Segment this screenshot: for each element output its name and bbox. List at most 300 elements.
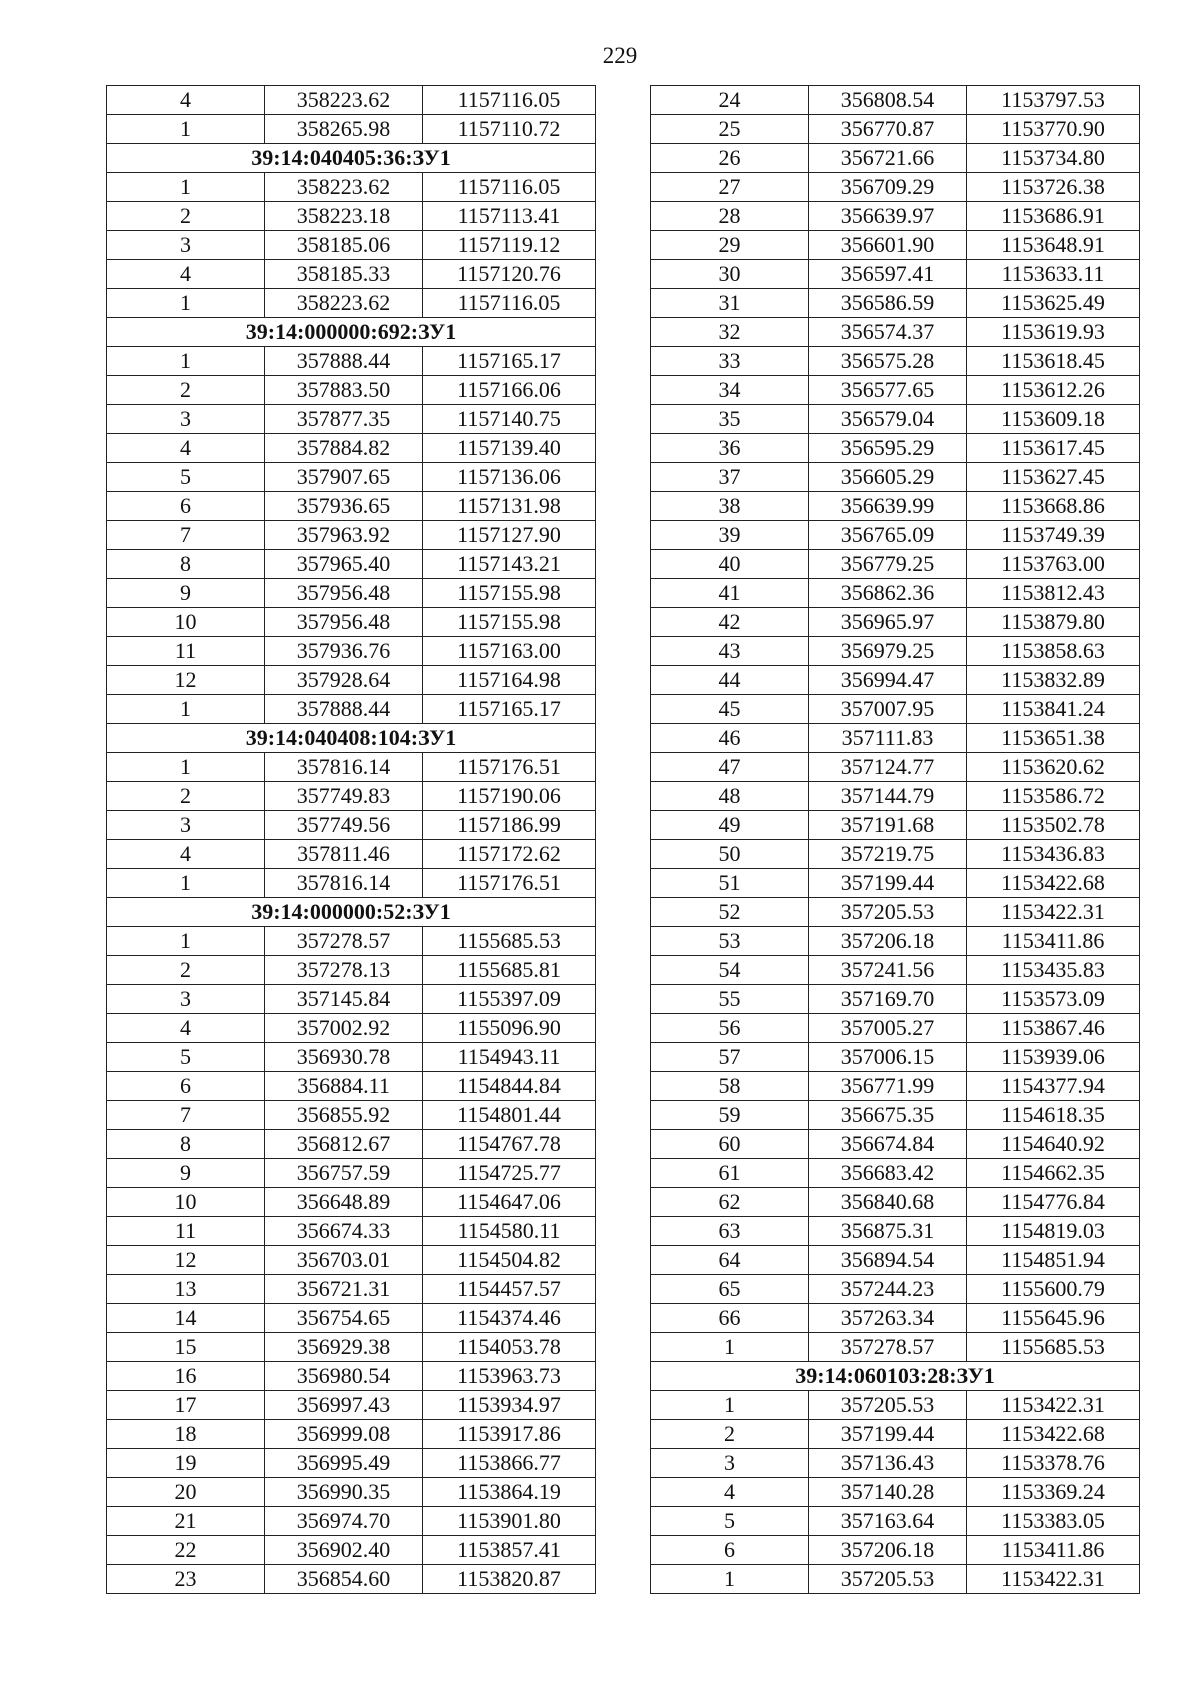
point-number-cell: 46: [651, 724, 809, 753]
table-row: [107, 753, 596, 782]
table-row: [107, 1565, 596, 1594]
y-coordinate-cell: 1157116.05: [423, 289, 596, 318]
x-coordinate-cell: 356855.92: [265, 1101, 423, 1130]
point-number-cell: 60: [651, 1130, 809, 1159]
y-coordinate-cell: 1157155.98: [423, 608, 596, 637]
x-coordinate-cell: 357241.56: [809, 956, 967, 985]
x-coordinate-cell: 357907.65: [265, 463, 423, 492]
x-coordinate-cell: 356999.08: [265, 1420, 423, 1449]
table-row: [651, 463, 1140, 492]
point-number-cell: 44: [651, 666, 809, 695]
table-row: [651, 1246, 1140, 1275]
point-number-cell: 37: [651, 463, 809, 492]
x-coordinate-cell: 357749.56: [265, 811, 423, 840]
table-row: [107, 521, 596, 550]
table-row: [651, 434, 1140, 463]
point-number-cell: 32: [651, 318, 809, 347]
x-coordinate-cell: 357956.48: [265, 579, 423, 608]
table-row: [107, 1072, 596, 1101]
parcel-cadastral-number: 39:14:040408:104:ЗУ1: [107, 724, 596, 753]
table-row: [651, 840, 1140, 869]
point-number-cell: 35: [651, 405, 809, 434]
x-coordinate-cell: 357005.27: [809, 1014, 967, 1043]
point-number-cell: 1: [107, 695, 265, 724]
y-coordinate-cell: 1153627.45: [967, 463, 1140, 492]
x-coordinate-cell: 357244.23: [809, 1275, 967, 1304]
table-row: [107, 1159, 596, 1188]
table-row: [107, 956, 596, 985]
y-coordinate-cell: 1153734.80: [967, 144, 1140, 173]
point-number-cell: 26: [651, 144, 809, 173]
point-number-cell: 63: [651, 1217, 809, 1246]
y-coordinate-cell: 1157113.41: [423, 202, 596, 231]
point-number-cell: 8: [107, 550, 265, 579]
y-coordinate-cell: 1154374.46: [423, 1304, 596, 1333]
x-coordinate-cell: 356765.09: [809, 521, 967, 550]
point-number-cell: 22: [107, 1536, 265, 1565]
y-coordinate-cell: 1153422.68: [967, 869, 1140, 898]
x-coordinate-cell: 356574.37: [809, 318, 967, 347]
point-number-cell: 1: [651, 1391, 809, 1420]
y-coordinate-cell: 1157136.06: [423, 463, 596, 492]
point-number-cell: 21: [107, 1507, 265, 1536]
point-number-cell: 48: [651, 782, 809, 811]
x-coordinate-cell: 357206.18: [809, 1536, 967, 1565]
table-row: [651, 666, 1140, 695]
y-coordinate-cell: 1153763.00: [967, 550, 1140, 579]
y-coordinate-cell: 1154053.78: [423, 1333, 596, 1362]
point-number-cell: 1: [107, 347, 265, 376]
y-coordinate-cell: 1153378.76: [967, 1449, 1140, 1478]
y-coordinate-cell: 1154844.84: [423, 1072, 596, 1101]
table-row: [651, 231, 1140, 260]
point-number-cell: 53: [651, 927, 809, 956]
table-row: [651, 1420, 1140, 1449]
y-coordinate-cell: 1153832.89: [967, 666, 1140, 695]
point-number-cell: 1: [651, 1333, 809, 1362]
x-coordinate-cell: 357888.44: [265, 347, 423, 376]
x-coordinate-cell: 357749.83: [265, 782, 423, 811]
x-coordinate-cell: 356974.70: [265, 1507, 423, 1536]
y-coordinate-cell: 1157120.76: [423, 260, 596, 289]
y-coordinate-cell: 1153422.31: [967, 898, 1140, 927]
x-coordinate-cell: 357877.35: [265, 405, 423, 434]
point-number-cell: 36: [651, 434, 809, 463]
x-coordinate-cell: 357006.15: [809, 1043, 967, 1072]
y-coordinate-cell: 1153411.86: [967, 1536, 1140, 1565]
table-row: [651, 202, 1140, 231]
y-coordinate-cell: 1153857.41: [423, 1536, 596, 1565]
y-coordinate-cell: 1153879.80: [967, 608, 1140, 637]
y-coordinate-cell: 1153651.38: [967, 724, 1140, 753]
x-coordinate-cell: 358265.98: [265, 115, 423, 144]
table-row: [107, 811, 596, 840]
x-coordinate-cell: 357936.76: [265, 637, 423, 666]
y-coordinate-cell: 1157165.17: [423, 695, 596, 724]
point-number-cell: 50: [651, 840, 809, 869]
table-row: [107, 463, 596, 492]
table-row: [651, 753, 1140, 782]
y-coordinate-cell: 1153625.49: [967, 289, 1140, 318]
y-coordinate-cell: 1153422.31: [967, 1565, 1140, 1594]
x-coordinate-cell: 356605.29: [809, 463, 967, 492]
table-row: [651, 1043, 1140, 1072]
x-coordinate-cell: 357816.14: [265, 753, 423, 782]
point-number-cell: 14: [107, 1304, 265, 1333]
y-coordinate-cell: 1154377.94: [967, 1072, 1140, 1101]
x-coordinate-cell: 357278.13: [265, 956, 423, 985]
y-coordinate-cell: 1157164.98: [423, 666, 596, 695]
x-coordinate-cell: 357928.64: [265, 666, 423, 695]
x-coordinate-cell: 356601.90: [809, 231, 967, 260]
x-coordinate-cell: 357883.50: [265, 376, 423, 405]
point-number-cell: 56: [651, 1014, 809, 1043]
x-coordinate-cell: 357278.57: [809, 1333, 967, 1362]
table-row: [651, 637, 1140, 666]
point-number-cell: 2: [107, 376, 265, 405]
coordinates-table-right: [650, 85, 1140, 1594]
x-coordinate-cell: 357169.70: [809, 985, 967, 1014]
table-row: [107, 666, 596, 695]
point-number-cell: 2: [651, 1420, 809, 1449]
x-coordinate-cell: 357965.40: [265, 550, 423, 579]
point-number-cell: 28: [651, 202, 809, 231]
x-coordinate-cell: 357956.48: [265, 608, 423, 637]
point-number-cell: 49: [651, 811, 809, 840]
y-coordinate-cell: 1153867.46: [967, 1014, 1140, 1043]
table-row: [107, 1304, 596, 1333]
table-row: [107, 1188, 596, 1217]
point-number-cell: 3: [107, 985, 265, 1014]
table-row: [107, 782, 596, 811]
table-row: [651, 550, 1140, 579]
table-row: [651, 608, 1140, 637]
point-number-cell: 66: [651, 1304, 809, 1333]
point-number-cell: 34: [651, 376, 809, 405]
point-number-cell: 6: [107, 492, 265, 521]
y-coordinate-cell: 1155685.53: [967, 1333, 1140, 1362]
point-number-cell: 39: [651, 521, 809, 550]
table-row: [107, 1362, 596, 1391]
point-number-cell: 2: [107, 956, 265, 985]
point-number-cell: 12: [107, 666, 265, 695]
x-coordinate-cell: 356854.60: [265, 1565, 423, 1594]
y-coordinate-cell: 1155397.09: [423, 985, 596, 1014]
y-coordinate-cell: 1154504.82: [423, 1246, 596, 1275]
parcel-cadastral-number: 39:14:000000:692:ЗУ1: [107, 318, 596, 347]
y-coordinate-cell: 1153436.83: [967, 840, 1140, 869]
y-coordinate-cell: 1153668.86: [967, 492, 1140, 521]
point-number-cell: 17: [107, 1391, 265, 1420]
x-coordinate-cell: 358223.62: [265, 289, 423, 318]
parcel-heading-row: [107, 318, 596, 347]
y-coordinate-cell: 1153939.06: [967, 1043, 1140, 1072]
point-number-cell: 64: [651, 1246, 809, 1275]
point-number-cell: 5: [107, 463, 265, 492]
table-row: [651, 173, 1140, 202]
table-row: [651, 1391, 1140, 1420]
point-number-cell: 45: [651, 695, 809, 724]
x-coordinate-cell: 357144.79: [809, 782, 967, 811]
y-coordinate-cell: 1153573.09: [967, 985, 1140, 1014]
table-row: [107, 550, 596, 579]
table-row: [107, 434, 596, 463]
parcel-heading-row: [107, 144, 596, 173]
table-row: [107, 1536, 596, 1565]
y-coordinate-cell: 1157165.17: [423, 347, 596, 376]
x-coordinate-cell: 356579.04: [809, 405, 967, 434]
x-coordinate-cell: 357205.53: [809, 1391, 967, 1420]
y-coordinate-cell: 1153620.62: [967, 753, 1140, 782]
x-coordinate-cell: 356597.41: [809, 260, 967, 289]
x-coordinate-cell: 357205.53: [809, 1565, 967, 1594]
table-row: [107, 579, 596, 608]
point-number-cell: 4: [107, 434, 265, 463]
x-coordinate-cell: 356721.66: [809, 144, 967, 173]
y-coordinate-cell: 1153617.45: [967, 434, 1140, 463]
point-number-cell: 12: [107, 1246, 265, 1275]
x-coordinate-cell: 357888.44: [265, 695, 423, 724]
table-row: [651, 1565, 1140, 1594]
x-coordinate-cell: 357884.82: [265, 434, 423, 463]
x-coordinate-cell: 357205.53: [809, 898, 967, 927]
x-coordinate-cell: 356771.99: [809, 1072, 967, 1101]
table-row: [651, 1536, 1140, 1565]
x-coordinate-cell: 357111.83: [809, 724, 967, 753]
point-number-cell: 11: [107, 637, 265, 666]
point-number-cell: 10: [107, 1188, 265, 1217]
x-coordinate-cell: 356994.47: [809, 666, 967, 695]
x-coordinate-cell: 356965.97: [809, 608, 967, 637]
y-coordinate-cell: 1153864.19: [423, 1478, 596, 1507]
table-row: [651, 260, 1140, 289]
table-row: [107, 202, 596, 231]
x-coordinate-cell: 356862.36: [809, 579, 967, 608]
y-coordinate-cell: 1153422.31: [967, 1391, 1140, 1420]
parcel-heading-row: [651, 1362, 1140, 1391]
x-coordinate-cell: 356674.33: [265, 1217, 423, 1246]
table-row: [107, 260, 596, 289]
point-number-cell: 55: [651, 985, 809, 1014]
x-coordinate-cell: 356709.29: [809, 173, 967, 202]
table-row: [107, 1014, 596, 1043]
x-coordinate-cell: 358185.33: [265, 260, 423, 289]
y-coordinate-cell: 1154457.57: [423, 1275, 596, 1304]
point-number-cell: 38: [651, 492, 809, 521]
table-row: [107, 115, 596, 144]
point-number-cell: 3: [107, 231, 265, 260]
y-coordinate-cell: 1155600.79: [967, 1275, 1140, 1304]
table-row: [651, 492, 1140, 521]
table-row: [651, 724, 1140, 753]
table-row: [107, 1478, 596, 1507]
x-coordinate-cell: 357140.28: [809, 1478, 967, 1507]
point-number-cell: 30: [651, 260, 809, 289]
point-number-cell: 10: [107, 608, 265, 637]
point-number-cell: 5: [651, 1507, 809, 1536]
y-coordinate-cell: 1154767.78: [423, 1130, 596, 1159]
x-coordinate-cell: 357936.65: [265, 492, 423, 521]
y-coordinate-cell: 1157190.06: [423, 782, 596, 811]
y-coordinate-cell: 1157127.90: [423, 521, 596, 550]
point-number-cell: 33: [651, 347, 809, 376]
table-row: [651, 898, 1140, 927]
table-row: [651, 115, 1140, 144]
x-coordinate-cell: 356770.87: [809, 115, 967, 144]
point-number-cell: 58: [651, 1072, 809, 1101]
point-number-cell: 15: [107, 1333, 265, 1362]
point-number-cell: 62: [651, 1188, 809, 1217]
table-row: [107, 1275, 596, 1304]
x-coordinate-cell: 356997.43: [265, 1391, 423, 1420]
x-coordinate-cell: 357278.57: [265, 927, 423, 956]
y-coordinate-cell: 1155645.96: [967, 1304, 1140, 1333]
table-row: [107, 1130, 596, 1159]
table-row: [651, 1449, 1140, 1478]
point-number-cell: 3: [107, 811, 265, 840]
point-number-cell: 41: [651, 579, 809, 608]
y-coordinate-cell: 1153726.38: [967, 173, 1140, 202]
y-coordinate-cell: 1153502.78: [967, 811, 1140, 840]
point-number-cell: 9: [107, 579, 265, 608]
point-number-cell: 2: [107, 202, 265, 231]
x-coordinate-cell: 356894.54: [809, 1246, 967, 1275]
table-row: [107, 1507, 596, 1536]
coordinates-table-left: [106, 85, 596, 1594]
table-row: [651, 1333, 1140, 1362]
point-number-cell: 1: [107, 289, 265, 318]
point-number-cell: 1: [107, 869, 265, 898]
point-number-cell: 4: [107, 1014, 265, 1043]
y-coordinate-cell: 1153858.63: [967, 637, 1140, 666]
x-coordinate-cell: 356674.84: [809, 1130, 967, 1159]
y-coordinate-cell: 1153633.11: [967, 260, 1140, 289]
point-number-cell: 1: [651, 1565, 809, 1594]
x-coordinate-cell: 356757.59: [265, 1159, 423, 1188]
point-number-cell: 24: [651, 86, 809, 115]
table-row: [107, 405, 596, 434]
x-coordinate-cell: 356930.78: [265, 1043, 423, 1072]
x-coordinate-cell: 356577.65: [809, 376, 967, 405]
table-row: [651, 1304, 1140, 1333]
table-row: [107, 1391, 596, 1420]
x-coordinate-cell: 357163.64: [809, 1507, 967, 1536]
point-number-cell: 13: [107, 1275, 265, 1304]
x-coordinate-cell: 357002.92: [265, 1014, 423, 1043]
x-coordinate-cell: 356639.97: [809, 202, 967, 231]
y-coordinate-cell: 1153820.87: [423, 1565, 596, 1594]
table-row: [107, 869, 596, 898]
point-number-cell: 1: [107, 173, 265, 202]
table-row: [651, 1014, 1140, 1043]
y-coordinate-cell: 1154819.03: [967, 1217, 1140, 1246]
point-number-cell: 25: [651, 115, 809, 144]
x-coordinate-cell: 356902.40: [265, 1536, 423, 1565]
table-row: [651, 1072, 1140, 1101]
point-number-cell: 2: [107, 782, 265, 811]
y-coordinate-cell: 1157116.05: [423, 173, 596, 202]
point-number-cell: 3: [107, 405, 265, 434]
point-number-cell: 51: [651, 869, 809, 898]
table-row: [651, 695, 1140, 724]
y-coordinate-cell: 1153586.72: [967, 782, 1140, 811]
point-number-cell: 18: [107, 1420, 265, 1449]
x-coordinate-cell: 356586.59: [809, 289, 967, 318]
table-row: [651, 869, 1140, 898]
point-number-cell: 1: [107, 927, 265, 956]
table-row: [651, 1217, 1140, 1246]
x-coordinate-cell: 357191.68: [809, 811, 967, 840]
y-coordinate-cell: 1153369.24: [967, 1478, 1140, 1507]
table-row: [651, 782, 1140, 811]
x-coordinate-cell: 356979.25: [809, 637, 967, 666]
table-row: [107, 347, 596, 376]
y-coordinate-cell: 1157155.98: [423, 579, 596, 608]
x-coordinate-cell: 356675.35: [809, 1101, 967, 1130]
y-coordinate-cell: 1153618.45: [967, 347, 1140, 376]
coordinates-table-right-body: [651, 86, 1140, 1594]
point-number-cell: 9: [107, 1159, 265, 1188]
x-coordinate-cell: 356595.29: [809, 434, 967, 463]
y-coordinate-cell: 1155685.81: [423, 956, 596, 985]
x-coordinate-cell: 357199.44: [809, 869, 967, 898]
point-number-cell: 31: [651, 289, 809, 318]
y-coordinate-cell: 1153866.77: [423, 1449, 596, 1478]
point-number-cell: 19: [107, 1449, 265, 1478]
table-row: [651, 956, 1140, 985]
table-row: [651, 86, 1140, 115]
point-number-cell: 6: [651, 1536, 809, 1565]
y-coordinate-cell: 1154640.92: [967, 1130, 1140, 1159]
y-coordinate-cell: 1157186.99: [423, 811, 596, 840]
table-row: [107, 376, 596, 405]
table-row: [651, 1188, 1140, 1217]
x-coordinate-cell: 358223.18: [265, 202, 423, 231]
y-coordinate-cell: 1153383.05: [967, 1507, 1140, 1536]
point-number-cell: 16: [107, 1362, 265, 1391]
x-coordinate-cell: 357206.18: [809, 927, 967, 956]
table-row: [651, 521, 1140, 550]
y-coordinate-cell: 1153934.97: [423, 1391, 596, 1420]
point-number-cell: 3: [651, 1449, 809, 1478]
y-coordinate-cell: 1155096.90: [423, 1014, 596, 1043]
y-coordinate-cell: 1157176.51: [423, 753, 596, 782]
y-coordinate-cell: 1157140.75: [423, 405, 596, 434]
x-coordinate-cell: 356840.68: [809, 1188, 967, 1217]
table-row: [107, 1449, 596, 1478]
point-number-cell: 8: [107, 1130, 265, 1159]
table-row: [107, 1101, 596, 1130]
table-row: [107, 608, 596, 637]
x-coordinate-cell: 356980.54: [265, 1362, 423, 1391]
x-coordinate-cell: 358223.62: [265, 86, 423, 115]
x-coordinate-cell: 356683.42: [809, 1159, 967, 1188]
page-number: 229: [602, 43, 638, 68]
y-coordinate-cell: 1154647.06: [423, 1188, 596, 1217]
point-number-cell: 5: [107, 1043, 265, 1072]
y-coordinate-cell: 1153435.83: [967, 956, 1140, 985]
point-number-cell: 57: [651, 1043, 809, 1072]
y-coordinate-cell: 1153901.80: [423, 1507, 596, 1536]
point-number-cell: 7: [107, 1101, 265, 1130]
parcel-cadastral-number: 39:14:040405:36:ЗУ1: [107, 144, 596, 173]
point-number-cell: 6: [107, 1072, 265, 1101]
x-coordinate-cell: 357007.95: [809, 695, 967, 724]
x-coordinate-cell: 356721.31: [265, 1275, 423, 1304]
table-row: [107, 1246, 596, 1275]
parcel-heading-row: [107, 724, 596, 753]
x-coordinate-cell: 356575.28: [809, 347, 967, 376]
